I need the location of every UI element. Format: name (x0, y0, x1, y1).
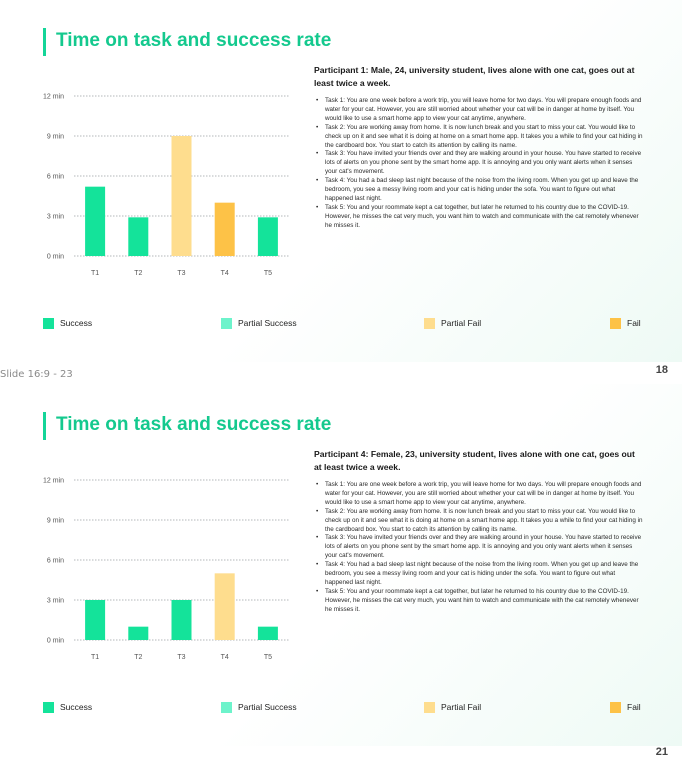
legend-label: Success (60, 702, 93, 712)
bar-t4 (215, 203, 235, 256)
bar-t5 (258, 217, 278, 256)
task-list (316, 481, 644, 615)
legend-label: Fail (627, 702, 641, 712)
legend-label: Fail (627, 318, 641, 328)
x-tick-label: T1 (91, 270, 100, 277)
x-tick-label: T2 (134, 270, 143, 277)
y-tick-label: 6 min (46, 557, 64, 565)
title-accent-bar (43, 412, 46, 440)
y-tick-label: 6 min (46, 173, 64, 181)
chart-legend (43, 316, 643, 332)
task-item: • Task 5: You and your roommate kept a cat together, but later he returned to his country due to the COVID-19. However, he misses the cat very much, you want him to watch and communicate with the cat remotely whenever he misses it. (316, 204, 644, 231)
task-item: • Task 1: You are one week before a work trip, you will leave home for two days. You will prepare enough foods and water for your cat. However, you are still worried about whether your cat will be in danger at home by itself. You would like to use a smart home app to view your cat anytime, anywhere. (316, 97, 644, 124)
legend-item-partial-fail (424, 700, 481, 714)
bar-t1 (85, 600, 105, 640)
title-accent-bar (43, 28, 46, 56)
legend-label: Success (60, 318, 93, 328)
bar-t2 (128, 627, 148, 640)
slide-18 (0, 0, 682, 380)
x-tick-label: T5 (263, 270, 272, 277)
task-item: • Task 3: You have invited your friends over and they are walking around in your house. You have started to receive lots of alerts on you phone sent by the smart home app. It is annoying and you only want alerts when it senses your cat's movement. (316, 534, 644, 561)
bar-t1 (85, 187, 105, 256)
legend-item-fail (610, 700, 641, 714)
legend-label: Partial Success (238, 318, 297, 328)
y-tick-label: 3 min (46, 213, 64, 221)
legend-swatch (424, 318, 435, 329)
y-tick-label: 0 min (46, 637, 64, 645)
task-list (316, 97, 644, 231)
page-number: 18 (655, 364, 668, 376)
legend-item-fail (610, 316, 641, 330)
legend-item-success (43, 316, 92, 330)
task-item: • Task 4: You had a bad sleep last night because of the noise from the living room. When you get up and leave the bedroom, you see a messy living room and your cat is hiding under the sofa. You want to figure out what happened last night. (316, 177, 644, 204)
legend-label: Partial Success (238, 702, 297, 712)
legend-item-partial-fail (424, 316, 481, 330)
x-tick-label: T3 (177, 270, 186, 277)
bar-t4 (215, 573, 235, 640)
legend-swatch (43, 702, 54, 713)
y-tick-label: 3 min (46, 597, 64, 605)
y-tick-label: 12 min (42, 477, 64, 485)
x-tick-label: T5 (263, 654, 272, 661)
time-on-task-chart (0, 466, 300, 671)
page-number: 21 (655, 746, 668, 758)
slide-title: Time on task and success rate (56, 414, 332, 435)
task-item: • Task 3: You have invited your friends over and they are walking around in your house. You have started to receive lots of alerts on you phone sent by the smart home app. It is annoying and you only want alerts when it senses your cat's movement. (316, 150, 644, 177)
legend-item-partial-success (221, 700, 297, 714)
y-tick-label: 9 min (46, 133, 64, 141)
task-item: • Task 4: You had a bad sleep last night because of the noise from the living room. When you get up and leave the bedroom, you see a messy living room and your cat is hiding under the sofa. You want to figure out what happened last night. (316, 561, 644, 588)
legend-label: Partial Fail (441, 702, 482, 712)
bar-t5 (258, 627, 278, 640)
x-tick-label: T4 (220, 654, 229, 661)
legend-swatch (424, 702, 435, 713)
x-tick-label: T1 (91, 654, 100, 661)
participant-description: Participant 4: Female, 23, university student, lives alone with one cat, goes out at least twice a week. (314, 449, 635, 472)
y-tick-label: 9 min (46, 517, 64, 525)
x-tick-label: T4 (220, 270, 229, 277)
bar-t3 (172, 136, 192, 256)
legend-label: Partial Fail (441, 318, 482, 328)
legend-item-success (43, 700, 92, 714)
bar-chart-svg (0, 82, 300, 287)
slide-title: Time on task and success rate (56, 30, 332, 51)
canvas-frame-label[interactable]: Slide 16:9 - 23 (0, 369, 73, 380)
legend-item-partial-success (221, 316, 297, 330)
participant-description: Participant 1: Male, 24, university student, lives alone with one cat, goes out at least twice a week. (314, 65, 635, 88)
x-tick-label: T3 (177, 654, 186, 661)
task-item: • Task 2: You are working away from home. It is now lunch break and you start to miss your cat. You would like to check up on it and see what it is doing at home on a smart home app. It takes you a while to find your cat hiding in the cardboard box. You start to catch its attention by calling its name. (316, 124, 644, 151)
bar-t3 (172, 600, 192, 640)
legend-swatch (610, 318, 621, 329)
legend-swatch (221, 702, 232, 713)
task-item: • Task 1: You are one week before a work trip, you will leave home for two days. You will prepare enough foods and water for your cat. However, you are still worried about whether your cat will be in danger at home by itself. You would like to use a smart home app to view your cat anytime, anywhere. (316, 481, 644, 508)
time-on-task-chart (0, 82, 300, 287)
task-item: • Task 5: You and your roommate kept a cat together, but later he returned to his country due to the COVID-19. However, he misses the cat very much, you want him to watch and communicate with the cat remotely whenever he misses it. (316, 588, 644, 615)
bar-chart-svg (0, 466, 300, 671)
chart-legend (43, 700, 643, 716)
y-tick-label: 0 min (46, 253, 64, 261)
x-tick-label: T2 (134, 654, 143, 661)
bar-t2 (128, 217, 148, 256)
slide-21 (0, 384, 682, 758)
legend-swatch (221, 318, 232, 329)
y-tick-label: 12 min (42, 93, 64, 101)
legend-swatch (43, 318, 54, 329)
legend-swatch (610, 702, 621, 713)
task-item: • Task 2: You are working away from home. It is now lunch break and you start to miss your cat. You would like to check up on it and see what it is doing at home on a smart home app. It takes you a while to find your cat hiding in the cardboard box. You start to catch its attention by calling its name. (316, 508, 644, 535)
